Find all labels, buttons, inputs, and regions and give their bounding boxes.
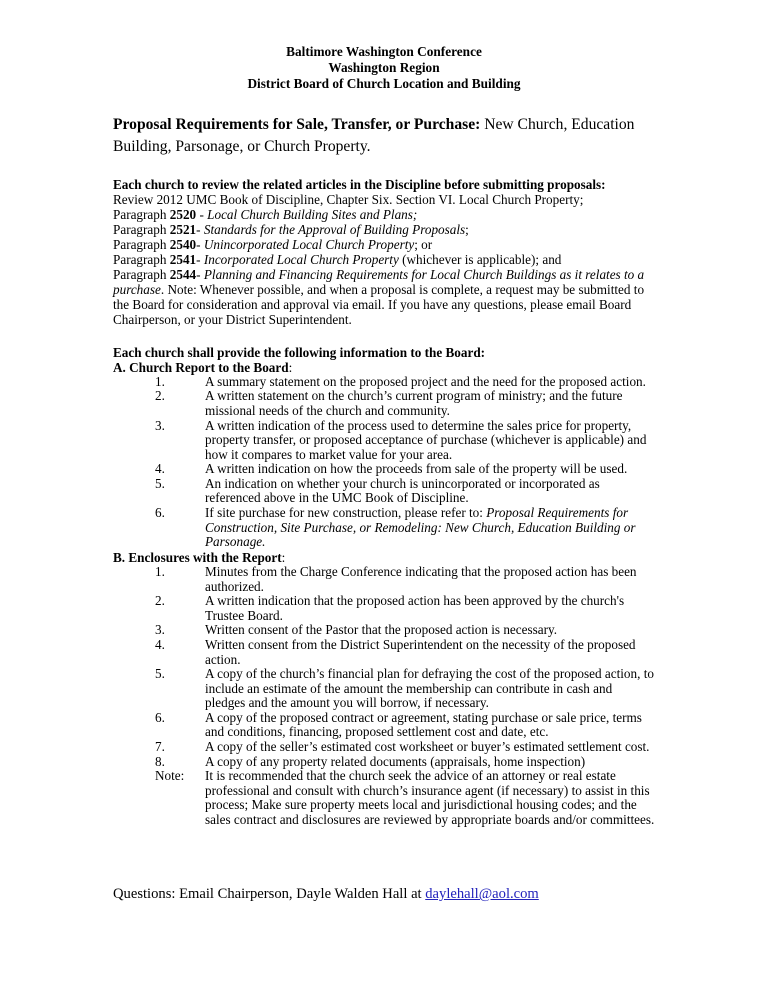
section-a-label: A. Church Report to the Board xyxy=(113,359,289,375)
paragraph-separator: - xyxy=(196,267,204,283)
list-item-marker: 4. xyxy=(155,636,165,652)
list-item xyxy=(113,477,655,506)
header-line-conference: Baltimore Washington Conference xyxy=(286,44,482,59)
list-item-marker: 5. xyxy=(155,475,165,491)
paragraph-title: Standards for the Approval of Building Proposals xyxy=(203,221,466,237)
list-item-marker: 2. xyxy=(155,593,165,609)
section-b-heading xyxy=(113,550,655,565)
discipline-paragraph-2541 xyxy=(113,252,655,267)
list-item-text-italic: Proposal Requirements for Construction, Site Purchase, or Remodeling: New Church, Education Building or Parsonage. xyxy=(205,505,636,550)
page-title-rest: New Church, Education Building, Parsonage, or Church Property. xyxy=(113,115,635,155)
paragraph-tail: ; xyxy=(465,221,469,237)
section-b xyxy=(113,550,655,828)
list-item xyxy=(113,419,655,463)
section-a-heading xyxy=(113,360,655,375)
list-item xyxy=(113,711,655,740)
list-item xyxy=(113,594,655,623)
paragraph-label: Paragraph xyxy=(113,221,170,237)
list-item-marker: 7. xyxy=(155,739,165,755)
list-item xyxy=(113,638,655,667)
paragraph-number: 2540 xyxy=(169,236,197,252)
list-item-text: A written indication on how the proceeds from sale of the property will be used. xyxy=(205,461,628,477)
paragraph-label: Paragraph xyxy=(113,267,170,283)
paragraph-title: Unincorporated Local Church Property xyxy=(203,236,415,252)
section-b-colon: : xyxy=(281,549,286,565)
list-item-marker: 3. xyxy=(155,417,165,433)
list-item-text: A written indication that the proposed action has been approved by the church's Trustee Board. xyxy=(205,593,625,623)
list-item-marker: 3. xyxy=(155,622,165,638)
provide-heading: Each church shall provide the following information to the Board: xyxy=(113,344,486,360)
paragraph-label: Paragraph xyxy=(113,206,170,222)
section-b-label: B. Enclosures with the Report xyxy=(113,549,282,565)
list-item-note xyxy=(113,769,655,827)
provide-section xyxy=(113,345,655,550)
discipline-section xyxy=(113,177,655,328)
footer-prefix: Questions: Email Chairperson, Dayle Walden Hall at xyxy=(113,886,426,902)
list-item-text-plain: If site purchase for new construction, please refer to: xyxy=(205,505,487,521)
list-item-text: An indication on whether your church is unincorporated or incorporated as referenced above in the UMC Book of Discipline. xyxy=(205,475,600,506)
section-b-list xyxy=(113,565,655,828)
paragraph-label: Paragraph xyxy=(113,252,170,268)
list-item-text: A copy of the church’s financial plan for defraying the cost of the proposed action, to include an estimate of the amount the membership can contribute in cash and pledges and the amount you will borrow, if necessary. xyxy=(205,666,654,711)
list-item-text: Written consent of the Pastor that the proposed action is necessary. xyxy=(205,622,558,638)
list-item-marker: 1. xyxy=(155,373,165,389)
discipline-review-line: Review 2012 UMC Book of Discipline, Chapter Six. Section VI. Local Church Property; xyxy=(113,191,584,207)
list-item xyxy=(113,623,655,638)
note-text: It is recommended that the church seek the advice of an attorney or real estate professional and consult with church’s insurance agent (if necessary) to assist in this process; Make sure property meets local and jurisdictional housing codes; and the sales contract and disclosures are reviewed by appropriate boards and/or committees. xyxy=(205,768,655,828)
paragraph-label: Paragraph xyxy=(113,236,170,252)
list-item xyxy=(113,565,655,594)
list-item xyxy=(113,755,655,770)
discipline-paragraph-2540 xyxy=(113,237,655,252)
paragraph-tail: (whichever is applicable); and xyxy=(398,252,562,268)
list-item xyxy=(113,375,655,390)
list-item-text xyxy=(205,506,655,550)
list-item-marker: 1. xyxy=(155,563,165,579)
list-item-marker: 6. xyxy=(155,505,165,521)
email-link[interactable]: daylehall@aol.com xyxy=(425,886,539,902)
list-item xyxy=(113,506,655,550)
footer-contact xyxy=(113,885,539,903)
paragraph-tail: ; or xyxy=(414,236,433,252)
paragraph-title: Incorporated Local Church Property xyxy=(203,252,399,268)
page-title-bold: Proposal Requirements for Sale, Transfer, or Purchase: xyxy=(113,115,481,133)
list-item-marker: 2. xyxy=(155,388,165,404)
paragraph-number: 2544 xyxy=(169,267,197,283)
note-marker: Note: xyxy=(155,768,185,784)
list-item-text: A copy of any property related documents (appraisals, home inspection) xyxy=(205,753,586,769)
list-item xyxy=(113,389,655,418)
paragraph-number: 2520 xyxy=(169,206,197,222)
paragraph-title: Local Church Building Sites and Plans; xyxy=(207,206,418,222)
header-line-region: Washington Region xyxy=(328,60,440,76)
paragraph-separator: - xyxy=(196,236,204,252)
list-item-marker: 6. xyxy=(155,709,165,725)
list-item-text: Written consent from the District Superintendent on the necessity of the proposed action. xyxy=(205,636,636,667)
paragraph-number: 2521 xyxy=(169,221,197,237)
discipline-heading: Each church to review the related articles in the Discipline before submitting proposals: xyxy=(113,176,606,192)
paragraph-separator: - xyxy=(196,221,204,237)
list-item xyxy=(113,462,655,477)
paragraph-note-text: . Note: Whenever possible, and when a proposal is complete, a request may be submitted to the Board for consideration and approval via email. If you have any questions, please email Board Chairperson, or your District Superintendent. xyxy=(113,282,645,328)
paragraph-separator: - xyxy=(196,252,204,268)
paragraph-number: 2541 xyxy=(169,252,197,268)
page-title xyxy=(113,114,655,158)
header-line-board: District Board of Church Location and Building xyxy=(247,76,521,92)
discipline-paragraph-2521 xyxy=(113,222,655,237)
list-item-text: Minutes from the Charge Conference indicating that the proposed action has been authorized. xyxy=(205,563,637,594)
list-item xyxy=(113,667,655,711)
list-item-text: A copy of the proposed contract or agreement, stating purchase or sale price, terms and conditions, financing, proposed settlement cost and date, etc. xyxy=(205,709,642,740)
document-header xyxy=(113,44,655,93)
list-item-marker: 4. xyxy=(155,461,165,477)
paragraph-title: Planning and Financing Requirements for Local Church Buildings as it relates to a purchase xyxy=(113,267,645,298)
list-item-marker: 5. xyxy=(155,666,165,682)
list-item-text: A written indication of the process used to determine the sales price for property, property transfer, or proposed acceptance of purchase (whichever is applicable) and how it compares to market value for your area. xyxy=(205,417,647,462)
section-a-list xyxy=(113,375,655,550)
list-item-text: A copy of the seller’s estimated cost worksheet or buyer’s estimated settlement cost. xyxy=(205,739,650,755)
section-a-colon: : xyxy=(288,359,293,375)
list-item-text: A summary statement on the proposed project and the need for the proposed action. xyxy=(205,373,646,389)
discipline-paragraph-2520 xyxy=(113,207,655,222)
list-item-marker: 8. xyxy=(155,753,165,769)
list-item-text: A written statement on the church’s current program of ministry; and the future missional needs of the church and community. xyxy=(205,388,623,418)
list-item xyxy=(113,740,655,755)
discipline-paragraph-2544 xyxy=(113,267,655,327)
paragraph-separator: - xyxy=(196,206,208,222)
